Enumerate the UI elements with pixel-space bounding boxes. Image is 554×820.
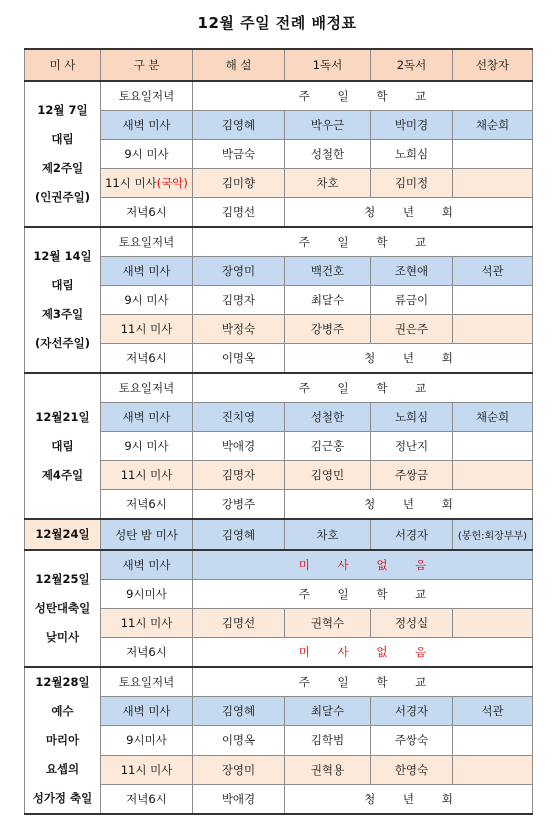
mass-type — [101, 638, 193, 668]
mass-type — [101, 286, 193, 315]
mass-type — [101, 432, 193, 461]
reader-1-cell: 김근홍 — [285, 432, 371, 461]
mass-type — [101, 169, 193, 198]
commentator-cell: 박금숙 — [193, 140, 285, 169]
mass-type — [101, 784, 193, 814]
table-row — [25, 461, 533, 490]
mass-type-label: 9시 미사 — [124, 147, 169, 161]
merged-assignment: 청 년 회 — [285, 198, 533, 228]
table-row — [25, 403, 533, 432]
table-row — [25, 81, 533, 111]
mass-type-label: 저녁6시 — [126, 645, 167, 659]
header-cantor: 선창자 — [453, 49, 533, 81]
commentator-cell: 이명옥 — [193, 344, 285, 374]
cantor-cell — [453, 726, 533, 755]
mass-type-label: 11시 미사 — [120, 762, 173, 777]
date-cell — [25, 519, 101, 550]
date-line: 12월 7일 — [37, 103, 88, 117]
mass-type — [101, 140, 193, 169]
header-reading-2: 2독서 — [371, 49, 453, 81]
date-line: 제3주일 — [41, 307, 84, 321]
mass-type-label: 새벽 미사 — [122, 704, 171, 719]
table-row — [25, 286, 533, 315]
mass-type — [101, 609, 193, 638]
reader-2-cell: 정성실 — [371, 609, 453, 638]
mass-type — [101, 344, 193, 374]
reader-1-cell: 박우근 — [285, 111, 371, 140]
table-row — [25, 198, 533, 228]
mass-type — [101, 519, 193, 550]
mass-type-label: 9시 미사 — [124, 293, 169, 307]
mass-type — [101, 667, 193, 697]
cantor-cell — [453, 286, 533, 315]
reader-1-cell: 김학범 — [285, 726, 371, 755]
commentator-cell: 장영미 — [193, 755, 285, 784]
mass-type-label: 11시 미사 — [105, 176, 157, 190]
commentator-cell: 이명옥 — [193, 726, 285, 755]
cantor-cell — [453, 461, 533, 490]
date-cell — [25, 227, 101, 373]
mass-type-label: 새벽 미사 — [122, 410, 171, 424]
mass-type-label: 토요일저녁 — [118, 675, 175, 690]
commentator-cell: 박정숙 — [193, 315, 285, 344]
table-row — [25, 726, 533, 755]
table-row — [25, 344, 533, 374]
cantor-cell: 석관 — [453, 257, 533, 286]
mass-type-label: 저녁6시 — [126, 497, 167, 511]
mass-type — [101, 403, 193, 432]
date-line: 대림 — [51, 132, 74, 146]
merged-assignment: 주 일 학 교 — [193, 81, 533, 111]
date-line: 12월24일 — [35, 527, 90, 541]
reader-2-cell: 박미경 — [371, 111, 453, 140]
date-line: 예수 — [51, 704, 74, 718]
table-row — [25, 140, 533, 169]
mass-type-label: 11시 미사 — [120, 468, 173, 482]
cantor-cell — [453, 432, 533, 461]
mass-type — [101, 198, 193, 228]
merged-assignment: 청 년 회 — [285, 784, 533, 814]
mass-type-label: 토요일저녁 — [118, 235, 175, 249]
mass-type-label: 토요일저녁 — [118, 89, 175, 103]
mass-type-note: (국악) — [156, 176, 188, 190]
mass-type-label: 새벽 미사 — [122, 118, 171, 132]
reader-1-cell: 백건호 — [285, 257, 371, 286]
date-cell — [25, 373, 101, 519]
cantor-cell — [453, 315, 533, 344]
mass-type-label: 성탄 밤 미사 — [115, 527, 178, 542]
merged-assignment: 주 일 학 교 — [193, 227, 533, 257]
cantor-cell: (봉헌:회장부부) — [453, 519, 533, 550]
date-line: 12월21일 — [35, 409, 90, 424]
commentator-cell: 김명자 — [193, 286, 285, 315]
mass-type-label: 11시 미사 — [120, 616, 173, 630]
reader-2-cell: 주쌍금 — [371, 461, 453, 490]
table-row — [25, 697, 533, 726]
mass-type-label: 저녁6시 — [126, 791, 167, 806]
header-mass: 미 사 — [25, 49, 101, 81]
table-row — [25, 169, 533, 198]
reader-2-cell: 조현애 — [371, 257, 453, 286]
table-row — [25, 432, 533, 461]
table-row — [25, 784, 533, 814]
cantor-cell — [453, 140, 533, 169]
date-line: 마리아 — [45, 733, 80, 747]
commentator-cell: 진치영 — [193, 403, 285, 432]
date-line: 성탄대축일 — [34, 601, 91, 615]
commentator-cell: 장영미 — [193, 257, 285, 286]
reader-1-cell: 권혁용 — [285, 755, 371, 784]
reader-2-cell: 권은주 — [371, 315, 453, 344]
date-line: 요셉의 — [45, 762, 80, 776]
table-row — [25, 609, 533, 638]
mass-type — [101, 755, 193, 784]
date-cell — [25, 81, 101, 227]
date-line: 대림 — [51, 278, 74, 292]
mass-type-label: 11시 미사 — [120, 322, 173, 336]
commentator-cell: 김명자 — [193, 461, 285, 490]
schedule-body — [25, 81, 533, 814]
table-row — [25, 490, 533, 520]
mass-type-label: 9시미사 — [126, 587, 167, 601]
mass-type — [101, 490, 193, 520]
schedule-table — [24, 48, 533, 815]
mass-type — [101, 315, 193, 344]
mass-type-label: 9시미사 — [126, 733, 167, 748]
reader-1-cell: 강병주 — [285, 315, 371, 344]
mass-type-label: 9시 미사 — [124, 439, 169, 453]
table-row — [25, 667, 533, 697]
date-cell — [25, 550, 101, 667]
table-row — [25, 315, 533, 344]
merged-assignment: 주 일 학 교 — [193, 667, 533, 697]
header-reading-1: 1독서 — [285, 49, 371, 81]
reader-2-cell: 서경자 — [371, 519, 453, 550]
reader-2-cell: 주쌍숙 — [371, 726, 453, 755]
date-cell — [25, 667, 101, 814]
table-row — [25, 227, 533, 257]
reader-1-cell: 차호 — [285, 519, 371, 550]
reader-1-cell: 권혁수 — [285, 609, 371, 638]
mass-type — [101, 726, 193, 755]
mass-type-label: 저녁6시 — [126, 205, 167, 219]
mass-type — [101, 550, 193, 580]
date-line: 12월 14일 — [33, 249, 92, 263]
mass-type — [101, 580, 193, 609]
commentator-cell: 김영혜 — [193, 111, 285, 140]
header-row — [25, 49, 533, 81]
cantor-cell — [453, 609, 533, 638]
mass-type — [101, 461, 193, 490]
table-row — [25, 111, 533, 140]
reader-2-cell: 서경자 — [371, 697, 453, 726]
table-row — [25, 519, 533, 550]
mass-type — [101, 227, 193, 257]
merged-assignment: 미 사 없 음 — [193, 638, 533, 668]
date-line: 12월28일 — [35, 675, 90, 689]
table-row — [25, 373, 533, 403]
reader-1-cell: 성철한 — [285, 403, 371, 432]
mass-type — [101, 81, 193, 111]
date-line: 제2주일 — [41, 161, 84, 175]
table-row — [25, 580, 533, 609]
commentator-cell: 박애경 — [193, 784, 285, 814]
table-row — [25, 550, 533, 580]
mass-type-label: 토요일저녁 — [118, 381, 175, 395]
reader-2-cell: 한영숙 — [371, 755, 453, 784]
mass-type-label: 저녁6시 — [126, 351, 167, 365]
date-line: (인권주일) — [35, 190, 90, 204]
date-line: 12월25일 — [35, 572, 90, 586]
reader-1-cell: 차호 — [285, 169, 371, 198]
commentator-cell: 김명선 — [193, 609, 285, 638]
commentator-cell: 김영혜 — [193, 697, 285, 726]
date-line: 성가정 축일 — [32, 791, 93, 805]
date-line: 낮미사 — [45, 630, 80, 644]
mass-type — [101, 697, 193, 726]
date-line: 제4주일 — [41, 467, 84, 482]
reader-2-cell: 김미정 — [371, 169, 453, 198]
commentator-cell: 박애경 — [193, 432, 285, 461]
cantor-cell: 채순희 — [453, 111, 533, 140]
reader-1-cell: 최달수 — [285, 286, 371, 315]
cantor-cell — [453, 755, 533, 784]
reader-2-cell: 노희심 — [371, 403, 453, 432]
reader-2-cell: 노희심 — [371, 140, 453, 169]
merged-assignment: 청 년 회 — [285, 490, 533, 520]
reader-1-cell: 최달수 — [285, 697, 371, 726]
table-row — [25, 755, 533, 784]
reader-2-cell: 정난지 — [371, 432, 453, 461]
page-title: 12월 주일 전례 배정표 — [197, 14, 357, 32]
commentator-cell: 김명선 — [193, 198, 285, 228]
commentator-cell: 강병주 — [193, 490, 285, 520]
commentator-cell: 김영혜 — [193, 519, 285, 550]
merged-assignment: 주 일 학 교 — [193, 373, 533, 403]
header-commentary: 해 설 — [193, 49, 285, 81]
table-row — [25, 257, 533, 286]
cantor-cell — [453, 169, 533, 198]
date-line: (자선주일) — [35, 336, 90, 350]
reader-1-cell: 김영민 — [285, 461, 371, 490]
mass-type — [101, 111, 193, 140]
cantor-cell: 채순희 — [453, 403, 533, 432]
mass-type — [101, 373, 193, 403]
mass-type-label: 새벽 미사 — [122, 558, 171, 572]
merged-assignment: 미 사 없 음 — [193, 550, 533, 580]
header-category: 구 분 — [101, 49, 193, 81]
reader-1-cell: 성철한 — [285, 140, 371, 169]
mass-type-label: 새벽 미사 — [122, 264, 171, 278]
mass-type — [101, 257, 193, 286]
merged-assignment: 청 년 회 — [285, 344, 533, 374]
merged-assignment: 주 일 학 교 — [193, 580, 533, 609]
reader-2-cell: 류금이 — [371, 286, 453, 315]
table-row — [25, 638, 533, 668]
cantor-cell: 석관 — [453, 697, 533, 726]
commentator-cell: 김미향 — [193, 169, 285, 198]
date-line: 대림 — [51, 438, 74, 453]
